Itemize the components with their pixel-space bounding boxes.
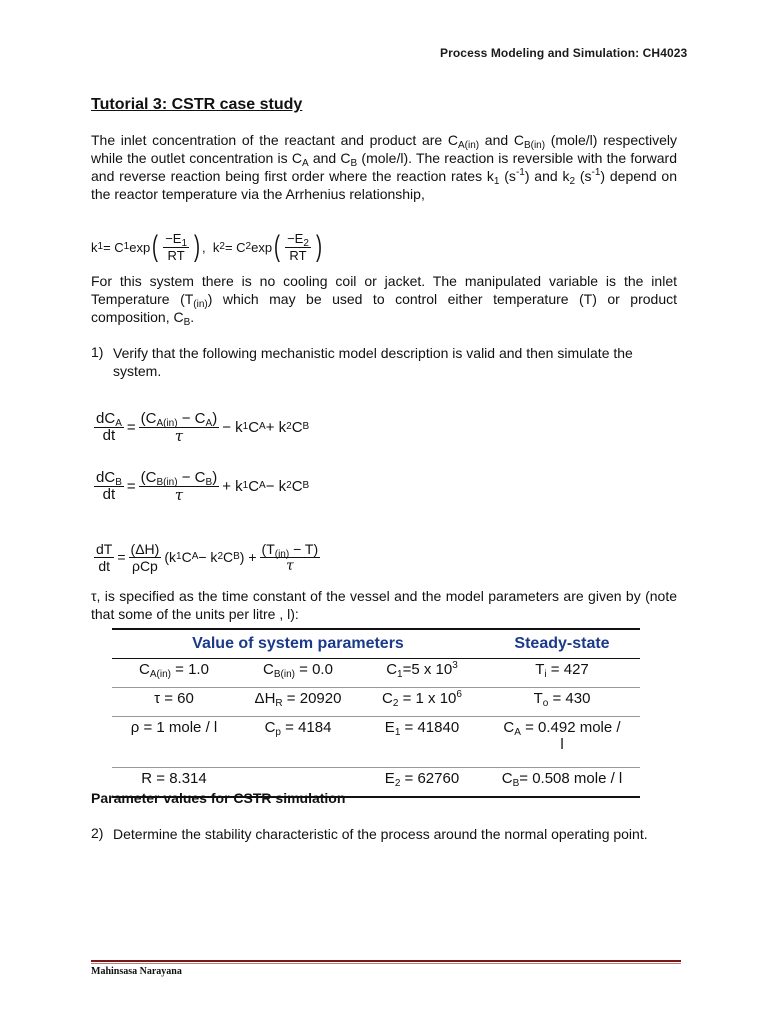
table-cell: $E_1 = 41840$ (384, 719, 460, 738)
table-cell: $C_B= 0.508$ mole / l (501, 770, 623, 789)
table-row (112, 717, 640, 768)
system-paragraph: For this system there is no cooling coil or jacket. The manipulated variable is the inlet Temperature $(T_{(in)})$ which may be used to control either temperature (T) or product composition, $C_B$. (91, 273, 677, 328)
ode-cb-equation: $\frac{dC_B}{dt}$ = $\frac{(C_{B(in)} - C_B)}{\tau}$ + k 1 C A − k 2 C B (96, 468, 310, 504)
table-cell: $C_{B(in)} = 0.0$ (263, 661, 333, 680)
table-cell: $C_2 = 1$ x $10^6$ (382, 689, 462, 709)
table-cell: τ = 60 (154, 690, 194, 707)
arrhenius-equations: k 1 = C 1 exp ( $\frac{-E_1}{RT}$ ) , k 2 = C 2 exp ( $\frac{-E_2}{RT}$ ) (91, 230, 322, 263)
running-header: Process Modeling and Simulation: CH4023 (440, 46, 688, 60)
question-2-number: 2) (91, 825, 104, 841)
table-cell: R = 8.314 (141, 770, 207, 787)
table-header-row (112, 629, 640, 659)
table-cell: $C_p = 4184$ (264, 719, 332, 738)
footer-author: Mahinsasa Narayana (91, 966, 182, 977)
table-cell: $E_2 = 62760$ (384, 770, 460, 789)
footer-rule (91, 960, 681, 962)
parameter-table (112, 628, 640, 798)
table-cell: $C_1=5$ x $10^3$ (386, 660, 458, 680)
footer-rule-thin (91, 963, 681, 964)
table-cell: $T_o = 430$ (533, 690, 591, 709)
table-row (112, 659, 640, 688)
ode-t-equation: $\frac{dT}{dt}$ = $\frac{(\Delta H)}{\text{ρCp}}$ (k 1 C A − k 2 C B ) + $\frac{(T_{(in)} - T)}{\tau}$ (96, 540, 319, 574)
table-caption: Parameter values for CSTR simulation (91, 790, 346, 806)
table-row (112, 688, 640, 717)
question-2-text: Determine the stability characteristic of the process around the normal operating point. (113, 826, 648, 842)
table-cell: $C_A = 0.492$ mole / l (503, 719, 621, 753)
ode-ca-equation: $\frac{dC_A}{dt}$ = $\frac{(C_{A(in)} - C_A)}{\tau}$ − k 1 C A + k 2 C B (96, 409, 310, 445)
question-1-number: 1) (91, 344, 104, 360)
table-cell: $\Delta H_R = 20920$ (254, 690, 342, 709)
header-system-parameters: Value of system parameters (192, 635, 404, 652)
table-cell: ρ = 1 mole / l (130, 719, 218, 736)
page-title: Tutorial 3: CSTR case study (91, 96, 303, 113)
intro-paragraph: The inlet concentration of the reactant and product are $C_{A(in)}$ and $C_{B(in)}$ (mole/l) respectively while the outlet concentration is $C_A$ and $C_B$ (mole/l). The reaction is reversible with the forward and reverse reaction being first order where the reaction rates $k_1$ $(s^{-1})$ and $k_2$ $(s^{-1})$ depend on the reactor temperature via the Arrhenius relationship, (91, 132, 678, 202)
header-steady-state: Steady-state (514, 635, 610, 652)
table-cell: $C_{A(in)} = 1.0$ (139, 661, 209, 680)
tau-paragraph: τ, is specified as the time constant of the vessel and the model parameters are given by (note that some of the units per litre , l): (91, 588, 677, 622)
question-1-text: Verify that the following mechanistic model description is valid and then simulate the system. (113, 345, 633, 379)
table-cell: $T_i = 427$ (535, 661, 589, 680)
